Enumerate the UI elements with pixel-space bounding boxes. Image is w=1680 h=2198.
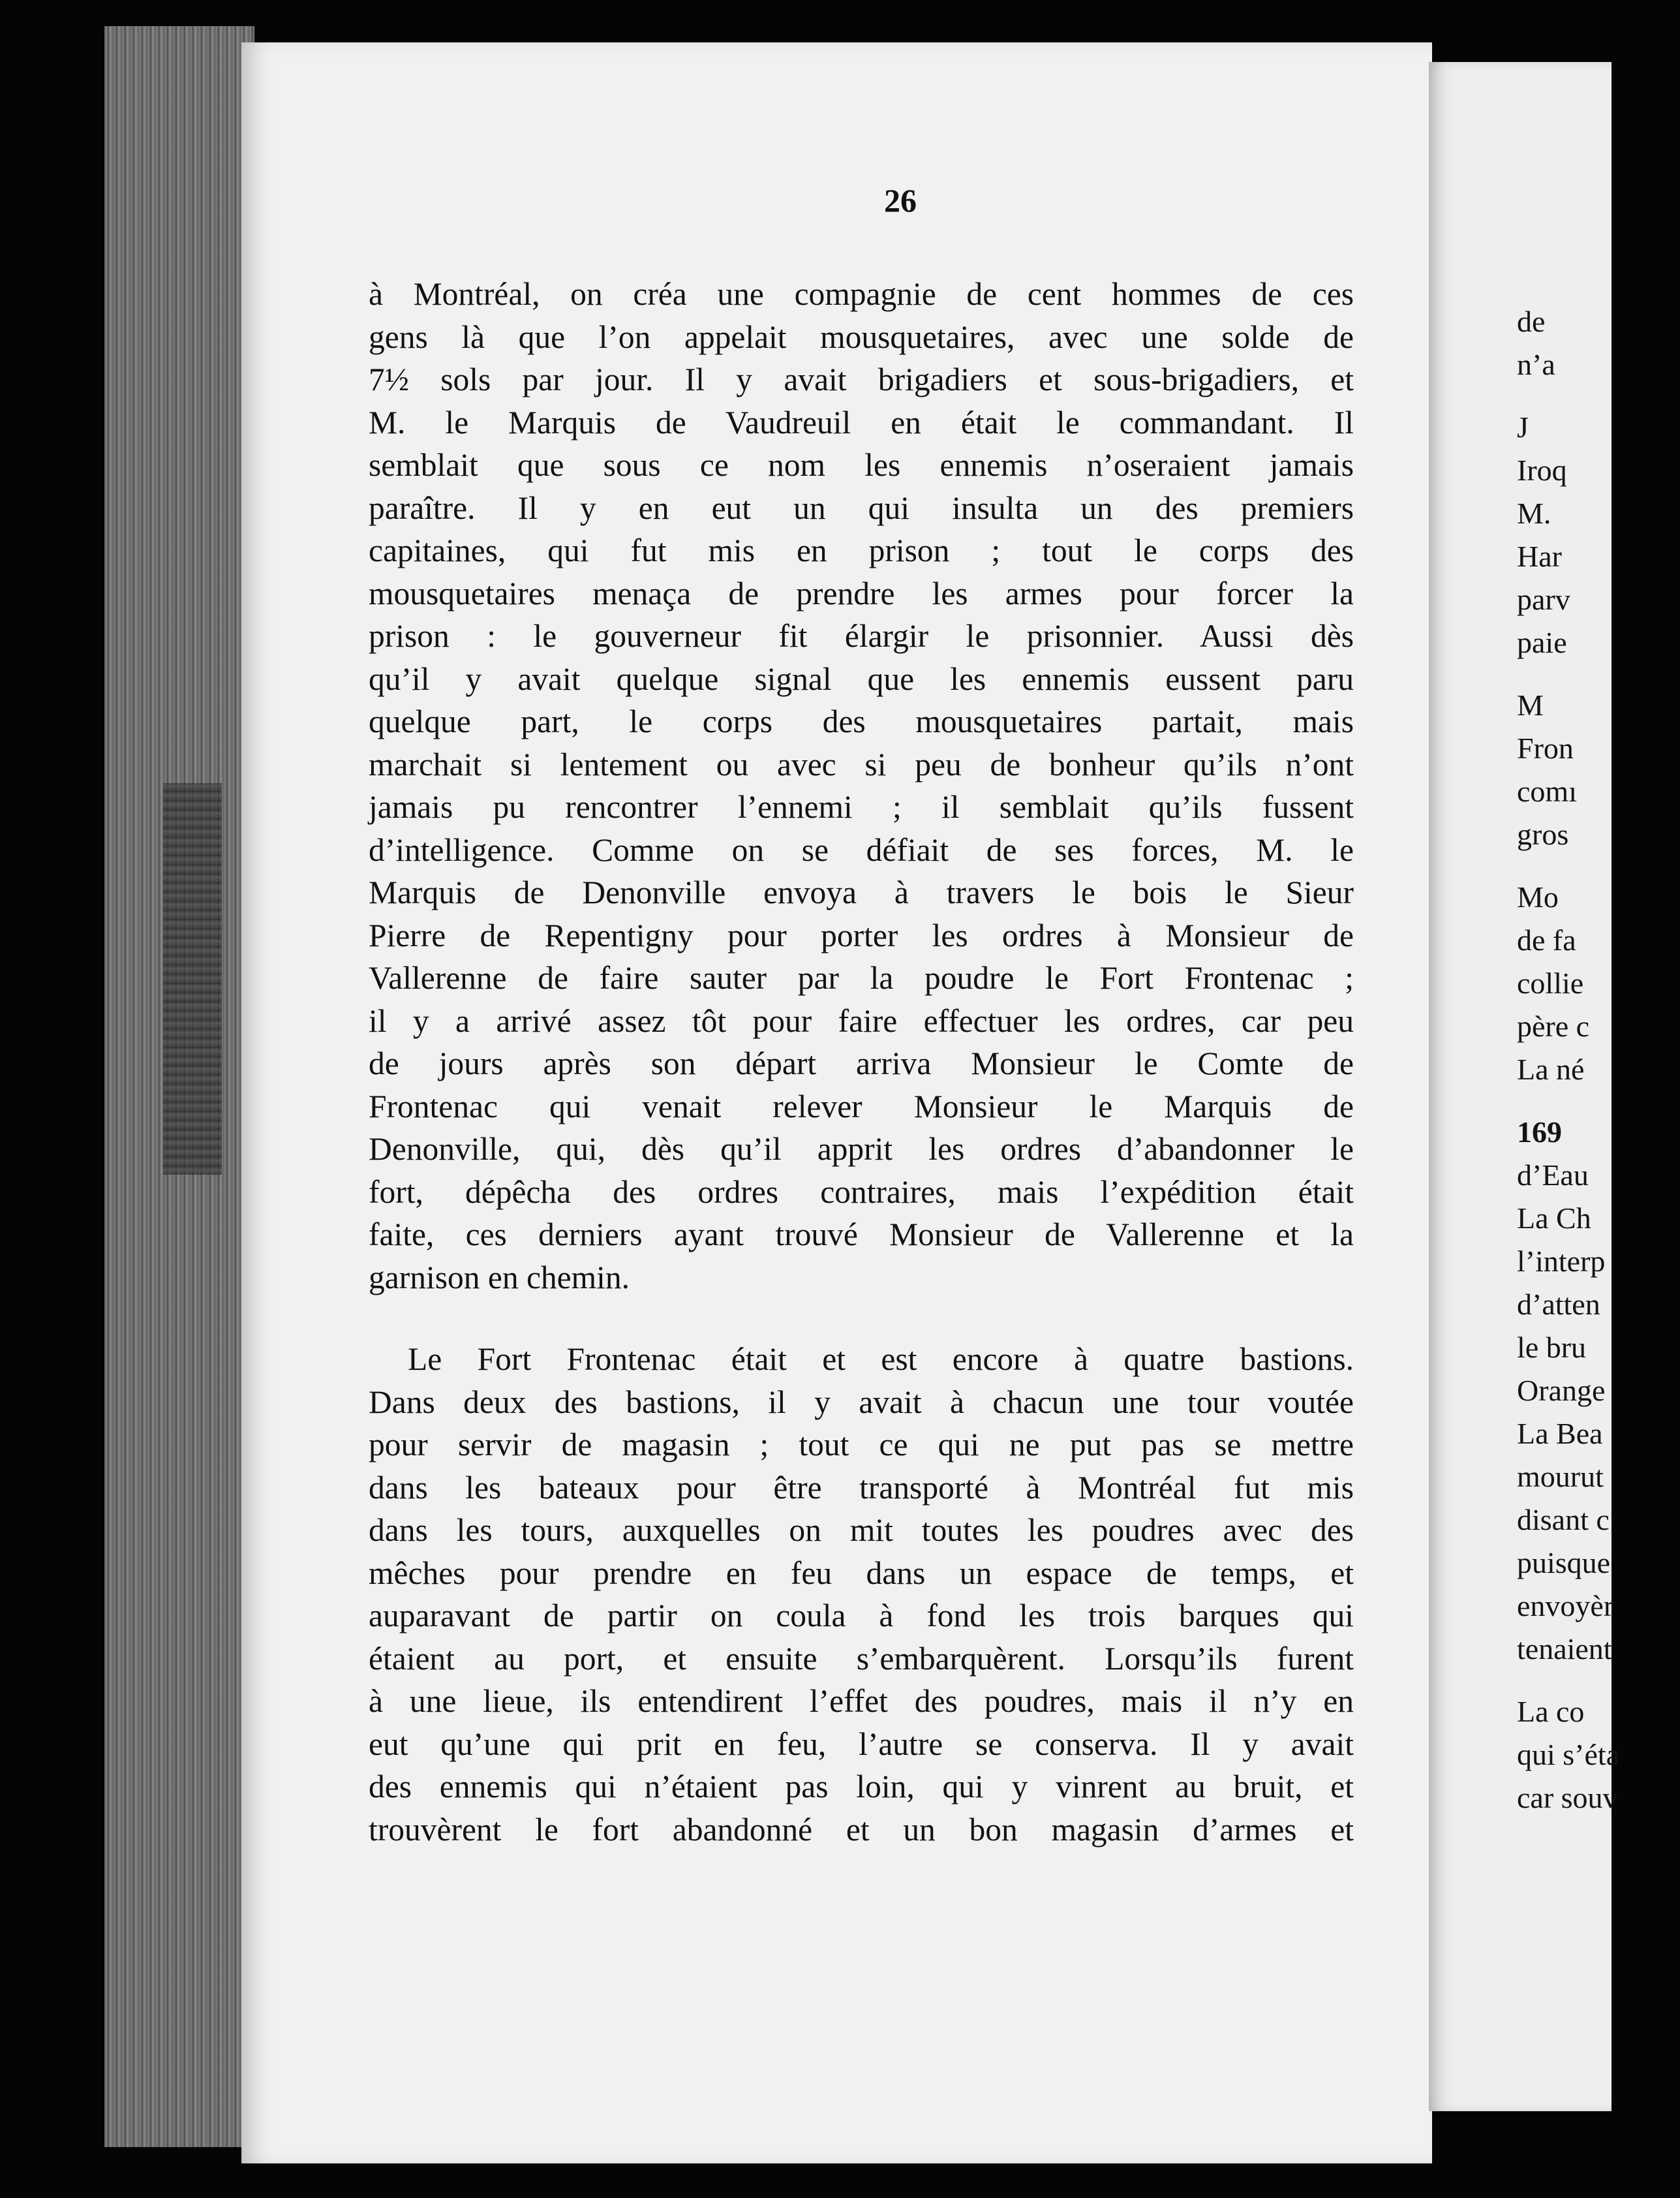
- text-line: Marquis de Denonville envoya à travers le bois le Sieur: [369, 875, 1354, 910]
- facing-line-fragment: disant c: [1517, 1503, 1610, 1536]
- text-line: étaient au port, et ensuite s’embarquèrent. Lorsqu’ils furent: [369, 1640, 1354, 1677]
- text-line: paraître. Il y en eut un qui insulta un des premiers: [369, 489, 1354, 526]
- text-line: dans les tours, auxquelles on mit toutes les poudres avec des: [369, 1512, 1354, 1548]
- facing-line-fragment: mourut: [1517, 1460, 1604, 1493]
- facing-line-fragment: paie: [1517, 626, 1567, 659]
- facing-line-fragment: père c: [1517, 1010, 1590, 1043]
- text-line: capitaines, qui fut mis en prison ; tout le corps des: [369, 533, 1354, 568]
- facing-line-fragment: gros: [1517, 818, 1569, 851]
- text-line: garnison en chemin.: [369, 1259, 630, 1295]
- facing-line-fragment: Har: [1517, 540, 1562, 573]
- text-line: il y a arrivé assez tôt pour faire effectuer les ordres, car peu: [369, 1002, 1354, 1039]
- facing-line-fragment: d’Eau: [1517, 1158, 1589, 1192]
- text-line: prison : le gouverneur fit élargir le prisonnier. Aussi dès: [369, 618, 1354, 654]
- facing-line-fragment: J: [1517, 410, 1529, 444]
- facing-line-fragment: Mo: [1517, 880, 1559, 914]
- facing-line-fragment: n’a: [1517, 348, 1555, 381]
- text-line: auparavant de partir on coula à fond les trois barques qui: [369, 1598, 1354, 1633]
- facing-line-fragment: comı: [1517, 775, 1577, 808]
- text-line: pour servir de magasin ; tout ce qui ne put pas se mettre: [369, 1427, 1354, 1463]
- facing-line-fragment: tenaient: [1517, 1632, 1612, 1665]
- text-line: quelque part, le corps des mousquetaires partait, mais: [369, 704, 1354, 739]
- facing-line-fragment: La Bea: [1517, 1417, 1603, 1450]
- paragraph: [369, 273, 1354, 1299]
- text-line: faite, ces derniers ayant trouvé Monsieur de Vallerenne et la: [369, 1216, 1354, 1252]
- text-line: à Montréal, on créa une compagnie de cent hommes de ces: [369, 276, 1354, 312]
- facing-line-fragment: Orange: [1517, 1374, 1606, 1407]
- facing-gap: [1517, 856, 1680, 876]
- text-line: marchait si lentement ou avec si peu de bonheur qu’ils n’ont: [369, 746, 1354, 782]
- text-line: Frontenac qui venait relever Monsieur le Marquis de: [369, 1088, 1354, 1124]
- facing-gap: [1517, 1091, 1680, 1111]
- facing-line-fragment: M: [1517, 689, 1544, 722]
- facing-line-fragment: La né: [1517, 1053, 1585, 1086]
- facing-line-fragment: Iroq: [1517, 454, 1567, 487]
- facing-line-fragment: envoyèr: [1517, 1589, 1614, 1622]
- page-number: 26: [884, 182, 917, 219]
- facing-line-fragment: l’interp: [1517, 1245, 1606, 1278]
- facing-gap: [1517, 1671, 1680, 1690]
- text-line: jamais pu rencontrer l’ennemi ; il semblait qu’ils fussent: [369, 789, 1354, 825]
- facing-gap: [1517, 386, 1680, 406]
- facing-gap: [1517, 664, 1680, 684]
- facing-line-fragment: de: [1517, 305, 1546, 338]
- facing-line-fragment: le bru: [1517, 1331, 1587, 1364]
- text-line: dans les bateaux pour être transporté à Montréal fut mis: [369, 1469, 1354, 1506]
- facing-line-fragment: d’atten: [1517, 1288, 1600, 1321]
- text-line: mousquetaires menaça de prendre les armes pour forcer la: [369, 575, 1354, 611]
- text-line: Dans deux des bastions, il y avait à chacun une tour voutée: [369, 1384, 1354, 1420]
- text-line: qu’il y avait quelque signal que les ennemis eussent paru: [369, 660, 1354, 697]
- text-line: Denonville, qui, dès qu’il apprit les ordres d’abandonner le: [369, 1131, 1354, 1167]
- text-line: eut qu’une qui prit en feu, l’autre se conserva. Il y avait: [369, 1726, 1354, 1762]
- text-line: fort, dépêcha des ordres contraires, mais l’expédition était: [369, 1173, 1354, 1210]
- facing-line-fragment: qui s’éta: [1517, 1738, 1620, 1771]
- text-line: d’intelligence. Comme on se défiait de ses forces, M. le: [369, 831, 1354, 868]
- facing-line-fragment: M.: [1517, 497, 1551, 530]
- facing-line-fragment: puisque: [1517, 1546, 1611, 1579]
- text-line: Le Fort Frontenac était et est encore à quatre bastions.: [408, 1341, 1354, 1377]
- paragraph-gap: [369, 1299, 1354, 1338]
- facing-line-fragment: de fa: [1517, 923, 1576, 957]
- paragraph: [369, 1338, 1354, 1851]
- facing-line-fragment: 169: [1517, 1115, 1562, 1149]
- text-line: trouvèrent le fort abandonné et un bon magasin d’armes et: [369, 1811, 1354, 1848]
- text-line: M. le Marquis de Vaudreuil en était le commandant. Il: [369, 404, 1354, 441]
- page-body: [369, 273, 1354, 1851]
- facing-line-fragment: parv: [1517, 583, 1570, 616]
- gutter-label-stain: [163, 783, 222, 1175]
- text-line: gens là que l’on appelait mousquetaires, avec une solde de: [369, 318, 1354, 355]
- facing-line-fragment: collie: [1517, 967, 1584, 1000]
- text-line: semblait que sous ce nom les ennemis n’oseraient jamais: [369, 447, 1354, 483]
- facing-line-fragment: Fron: [1517, 732, 1574, 765]
- text-line: de jours après son départ arriva Monsieur le Comte de: [369, 1045, 1354, 1081]
- text-line: à une lieue, ils entendirent l’effet des poudres, mais il n’y en: [369, 1683, 1354, 1719]
- facing-line-fragment: car souv: [1517, 1781, 1618, 1814]
- facing-page-text: [1517, 300, 1680, 1819]
- text-line: Pierre de Repentigny pour porter les ordres à Monsieur de: [369, 917, 1354, 953]
- text-line: des ennemis qui n’étaient pas loin, qui y vinrent au bruit, et: [369, 1769, 1354, 1804]
- text-line: Vallerenne de faire sauter par la poudre le Fort Frontenac ;: [369, 960, 1354, 996]
- text-line: mêches pour prendre en feu dans un espace de temps, et: [369, 1555, 1354, 1591]
- facing-line-fragment: La co: [1517, 1695, 1585, 1728]
- facing-line-fragment: La Ch: [1517, 1201, 1591, 1235]
- text-line: 7½ sols par jour. Il y avait brigadiers et sous-brigadiers, et: [369, 362, 1354, 397]
